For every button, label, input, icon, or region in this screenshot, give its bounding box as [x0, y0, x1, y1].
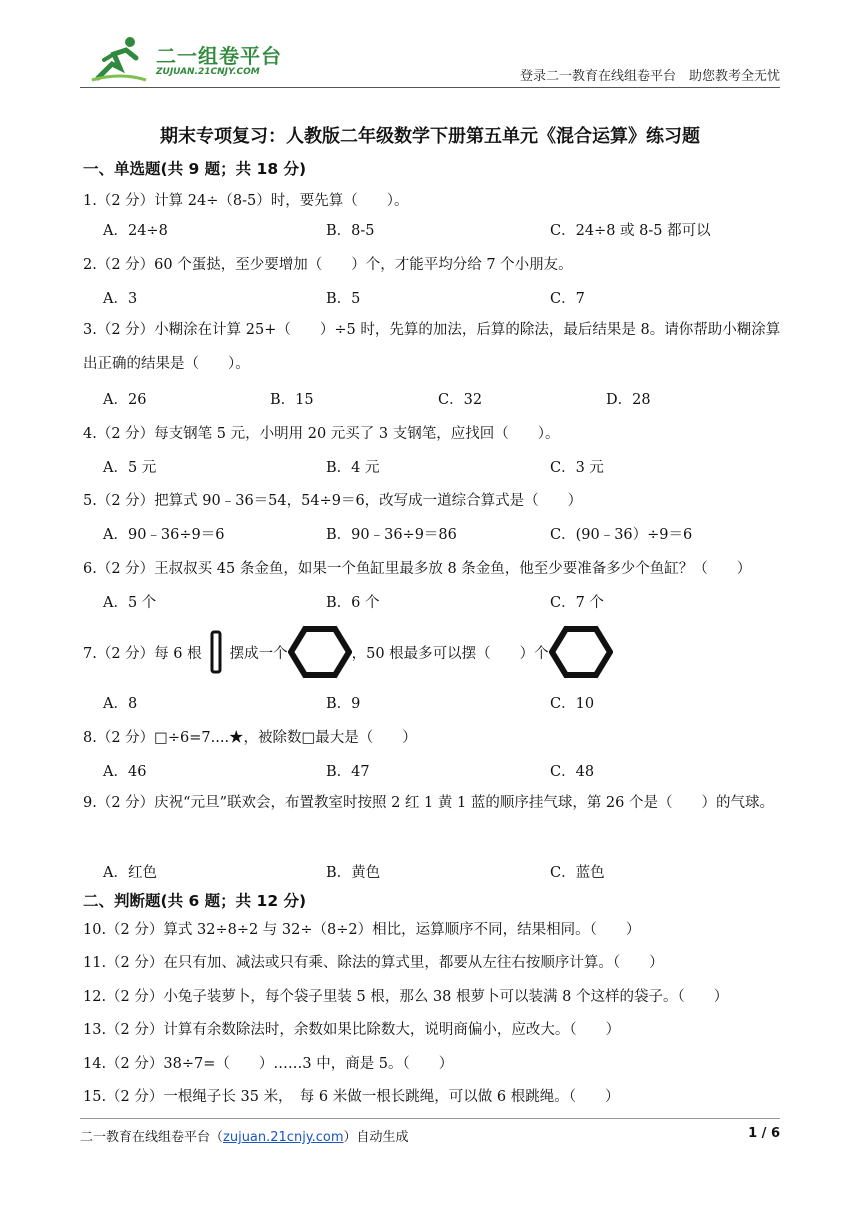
option-8a[interactable]: A．46 [103, 764, 147, 780]
page-header [80, 30, 780, 86]
question-7-part-b: 摆成一个 [229, 645, 288, 662]
section-heading-true-false: 二、判断题(共 6 题；共 12 分) [83, 892, 307, 910]
section-heading-single-choice: 一、单选题(共 9 题；共 18 分) [83, 160, 307, 178]
footer-divider [80, 1118, 780, 1119]
question-6: 6.（2 分）王叔叔买 45 条金鱼，如果一个鱼缸里最多放 8 条金鱼，他至少要准备多少个鱼缸？（ ） [83, 561, 752, 577]
question-11: 11.（2 分）在只有加、减法或只有乘、除法的算式里，都要从左往右按顺序计算。（ ） [83, 955, 664, 971]
question-15: 15.（2 分）一根绳子长 35 米， 每 6 米做一根长跳绳，可以做 6 根跳绳。（ ） [83, 1089, 620, 1105]
option-4b[interactable]: B．4 元 [326, 460, 380, 476]
question-7 [83, 626, 613, 678]
question-10: 10.（2 分）算式 32÷8÷2 与 32÷（8÷2）相比，运算顺序不同，结果相同。（ ） [83, 922, 641, 938]
option-1a[interactable]: A．24÷8 [103, 223, 168, 239]
option-1c[interactable]: C．24÷8 或 8-5 都可以 [550, 223, 711, 239]
option-9a[interactable]: A．红色 [103, 865, 157, 881]
option-1b[interactable]: B．8-5 [326, 223, 375, 239]
option-7a[interactable]: A．8 [103, 696, 138, 712]
stick-icon [208, 630, 224, 674]
option-2b[interactable]: B．5 [326, 291, 361, 307]
logo-title: 二一组卷平台 [156, 44, 282, 68]
option-6b[interactable]: B．6 个 [326, 595, 380, 611]
option-7c[interactable]: C．10 [550, 696, 595, 712]
question-7-part-a: 7.（2 分）每 6 根 [83, 645, 202, 662]
question-3: 3.（2 分）小糊涂在计算 25+（ ）÷5 时，先算的加法，后算的除法，最后结果是 8。请你帮助小糊涂算出正确的结果是（ ）。 [83, 322, 781, 372]
option-2a[interactable]: A．3 [103, 291, 138, 307]
option-2c[interactable]: C．7 [550, 291, 585, 307]
option-3c[interactable]: C．32 [438, 392, 483, 408]
question-9: 9.（2 分）庆祝“元旦”联欢会，布置教室时按照 2 红 1 黄 1 蓝的顺序挂气球，第 26 个是（ ）的气球。 [83, 795, 774, 811]
logo [90, 34, 290, 82]
option-9b[interactable]: B．黄色 [326, 865, 381, 881]
header-slogan: 登录二一教育在线组卷平台 助您教考全无忧 [519, 69, 780, 84]
question-1: 1.（2 分）计算 24÷（8-5）时，要先算（ ）。 [83, 193, 409, 209]
question-5: 5.（2 分）把算式 90﹣36＝54，54÷9＝6，改写成一道综合算式是（ ） [83, 493, 583, 509]
hexagon-icon [549, 626, 613, 678]
footer-prefix: 二一教育在线组卷平台（ [80, 1130, 224, 1145]
hexagon-icon [288, 626, 352, 678]
question-12: 12.（2 分）小兔子装萝卜，每个袋子里装 5 根，那么 38 根萝卜可以装满 8 个这样的袋子。（ ） [83, 989, 729, 1005]
footer-source [80, 1126, 409, 1145]
option-7b[interactable]: B．9 [326, 696, 361, 712]
runner-logo-icon [90, 34, 150, 82]
footer-suffix: ）自动生成 [343, 1130, 409, 1145]
option-9c[interactable]: C．蓝色 [550, 865, 605, 881]
question-2: 2.（2 分）60 个蛋挞，至少要增加（ ）个，才能平均分给 7 个小朋友。 [83, 257, 573, 273]
option-6c[interactable]: C．7 个 [550, 595, 604, 611]
option-4a[interactable]: A．5 元 [103, 460, 157, 476]
header-divider [80, 87, 780, 88]
question-13: 13.（2 分）计算有余数除法时，余数如果比除数大，说明商偏小，应改大。（ ） [83, 1022, 621, 1038]
question-14: 14.（2 分）38÷7=（ ）……3 中，商是 5。（ ） [83, 1056, 454, 1072]
option-3a[interactable]: A．26 [103, 392, 147, 408]
option-5b[interactable]: B．90﹣36÷9＝86 [326, 527, 457, 543]
question-7-part-c: ，50 根最多可以摆（ ）个 [351, 645, 549, 662]
logo-url: ZUJUAN.21CNJY.COM [156, 67, 260, 77]
page-number: 1 / 6 [748, 1126, 780, 1141]
option-8c[interactable]: C．48 [550, 764, 595, 780]
option-5c[interactable]: C．(90﹣36）÷9＝6 [550, 527, 693, 543]
option-3d[interactable]: D．28 [606, 392, 651, 408]
option-5a[interactable]: A．90﹣36÷9＝6 [103, 527, 225, 543]
option-6a[interactable]: A．5 个 [103, 595, 157, 611]
footer-link[interactable]: zujuan.21cnjy.com [223, 1130, 344, 1145]
question-4: 4.（2 分）每支钢笔 5 元，小明用 20 元买了 3 支钢笔，应找回（ ）。 [83, 426, 560, 442]
option-3b[interactable]: B．15 [270, 392, 314, 408]
question-8: 8.（2 分）□÷6=7....★，被除数□最大是（ ） [83, 730, 417, 746]
option-8b[interactable]: B．47 [326, 764, 370, 780]
option-4c[interactable]: C．3 元 [550, 460, 604, 476]
page-title: 期末专项复习：人教版二年级数学下册第五单元《混合运算》练习题 [160, 126, 700, 147]
